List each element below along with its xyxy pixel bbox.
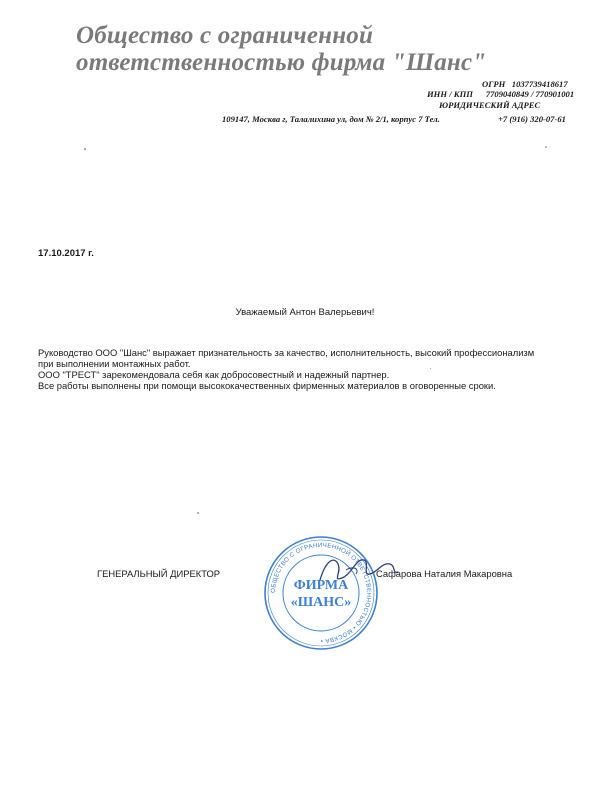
signer-position: ГЕНЕРАЛЬНЫЙ ДИРЕКТОР bbox=[97, 568, 221, 579]
stamp-center-line2: «ШАНС» bbox=[290, 595, 352, 610]
paragraph-line: Все работы выполнены при помощи высококачественных фирменных материалов в оговоренные сроки. bbox=[38, 380, 496, 391]
paper-speck bbox=[430, 368, 431, 369]
company-name bbox=[76, 22, 486, 76]
inn-kpp: ИНН / КПП 7709040849 / 770901001 bbox=[427, 89, 575, 99]
ogrn: ОГРН 1037739418617 bbox=[482, 79, 568, 89]
address: 109147, Москва г, Талалихина ул, дом № 2/1, корпус 7 Тел. bbox=[222, 114, 440, 124]
company-name-line1: Общество с ограниченной bbox=[76, 22, 374, 49]
stamp-center-line1: ФИРМА bbox=[293, 578, 349, 593]
paper-speck bbox=[197, 512, 199, 514]
paragraph-line: Руководство ООО "Шанс" выражает признательность за качество, исполнительность, высокий профессионализм bbox=[38, 347, 535, 358]
signatory-name: Сафарова Наталия Макаровна bbox=[376, 568, 513, 579]
paper-speck bbox=[545, 146, 547, 148]
letter-body bbox=[38, 347, 583, 391]
salutation: Уважаемый Антон Валерьевич! bbox=[235, 307, 375, 318]
paper-speck bbox=[84, 148, 86, 150]
legal-address-label: ЮРИДИЧЕСКИЙ АДРЕС bbox=[439, 100, 541, 110]
paragraph-line: ООО "ТРЕСТ" зарекомендовала себя как добросовестный и надежный партнер. bbox=[38, 369, 390, 380]
company-name-line2: ответственностью фирма "Шанс" bbox=[76, 49, 487, 76]
phone: +7 (916) 320-07-61 bbox=[498, 114, 566, 124]
letter-date: 17.10.2017 г. bbox=[38, 248, 94, 259]
paragraph-line: при выполнении монтажных работ. bbox=[38, 358, 191, 369]
stamp-ring-textpath: ОБЩЕСТВО С ОГРАНИЧЕННОЙ ОТВЕТСТВЕННОСТЬЮ • МОСКВА • bbox=[269, 541, 373, 645]
